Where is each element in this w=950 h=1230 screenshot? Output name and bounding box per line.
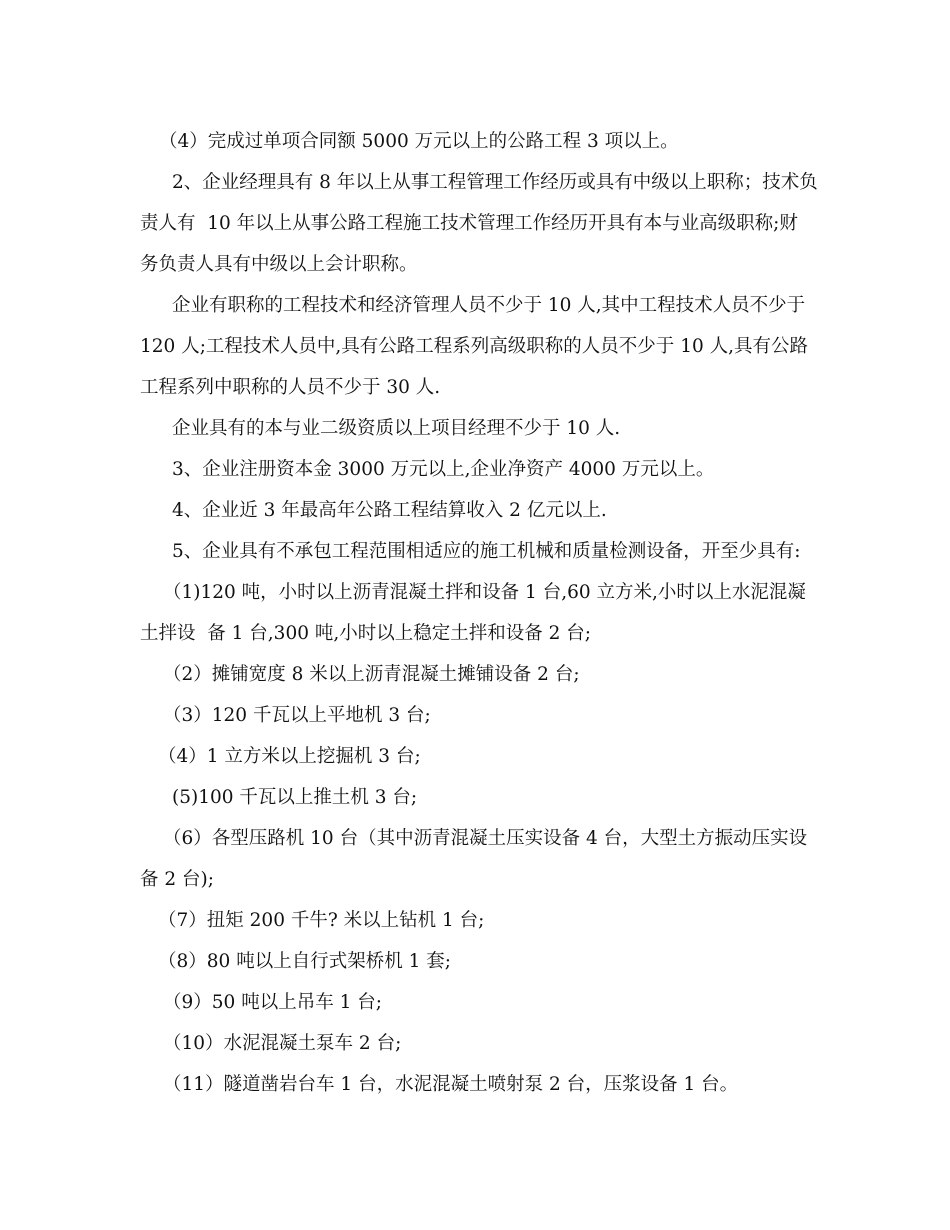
paragraph-line: （11）隧道凿岩台车 1 台，水泥混凝土喷射泵 2 台，压浆设备 1 台。 xyxy=(163,1074,739,1095)
paragraph-line: （8）80 吨以上自行式架桥机 1 套; xyxy=(158,951,451,972)
paragraph-line: 4、企业近 3 年最高年公路工程结算收入 2 亿元以上. xyxy=(172,500,607,521)
paragraph-line: (5)100 千瓦以上推土机 3 台; xyxy=(172,787,418,808)
paragraph-line: （2）摊铺宽度 8 米以上沥青混凝土摊铺设备 2 台; xyxy=(163,664,580,685)
paragraph-line: （6）各型压路机 10 台（其中沥青混凝土压实设备 4 台，大型土方振动压实设 xyxy=(163,828,808,849)
paragraph-line: 工程系列中职称的人员不少于 30 人. xyxy=(140,377,441,398)
paragraph-line: 3、企业注册资本金 3000 万元以上,企业净资产 4000 万元以上。 xyxy=(172,459,715,480)
paragraph-line: 务负责人具有中级以上会计职称。 xyxy=(140,254,418,275)
paragraph-line: 2、企业经理具有 8 年以上从事工程管理工作经历或具有中级以上职称；技术负 xyxy=(172,172,818,193)
paragraph-line: 土拌设 备 1 台,300 吨,小时以上稳定土拌和设备 2 台; xyxy=(140,623,592,644)
paragraph-line: （3）120 千瓦以上平地机 3 台; xyxy=(163,705,431,726)
paragraph-line: 企业具有的本与业二级资质以上项目经理不少于 10 人. xyxy=(172,418,621,439)
paragraph-line: 5、企业具有不承包工程范围相适应的施工机械和质量检测设备，开至少具有: xyxy=(172,541,801,562)
paragraph-line: （1)120 吨，小时以上沥青混凝土拌和设备 1 台,60 立方米,小时以上水泥混凝 xyxy=(163,582,806,603)
paragraph-line: （7）扭矩 200 千牛? 米以上钻机 1 台; xyxy=(158,910,485,931)
paragraph-line: （4）1 立方米以上挖掘机 3 台; xyxy=(158,746,421,767)
paragraph-line: （9）50 吨以上吊车 1 台; xyxy=(163,992,382,1013)
paragraph-line: 企业有职称的工程技术和经济管理人员不少于 10 人,其中工程技术人员不少于 xyxy=(172,295,806,316)
paragraph-line: 备 2 台); xyxy=(140,869,214,890)
paragraph-line: 责人有 10 年以上从事公路工程施工技术管理工作经历开具有本与业高级职称;财 xyxy=(140,213,798,234)
paragraph-line: （4）完成过单项合同额 5000 万元以上的公路工程 3 项以上。 xyxy=(159,131,679,152)
paragraph-line: （10）水泥混凝土泵车 2 台; xyxy=(163,1033,402,1054)
paragraph-line: 120 人;工程技术人员中,具有公路工程系列高级职称的人员不少于 10 人,具有公路 xyxy=(140,336,808,357)
